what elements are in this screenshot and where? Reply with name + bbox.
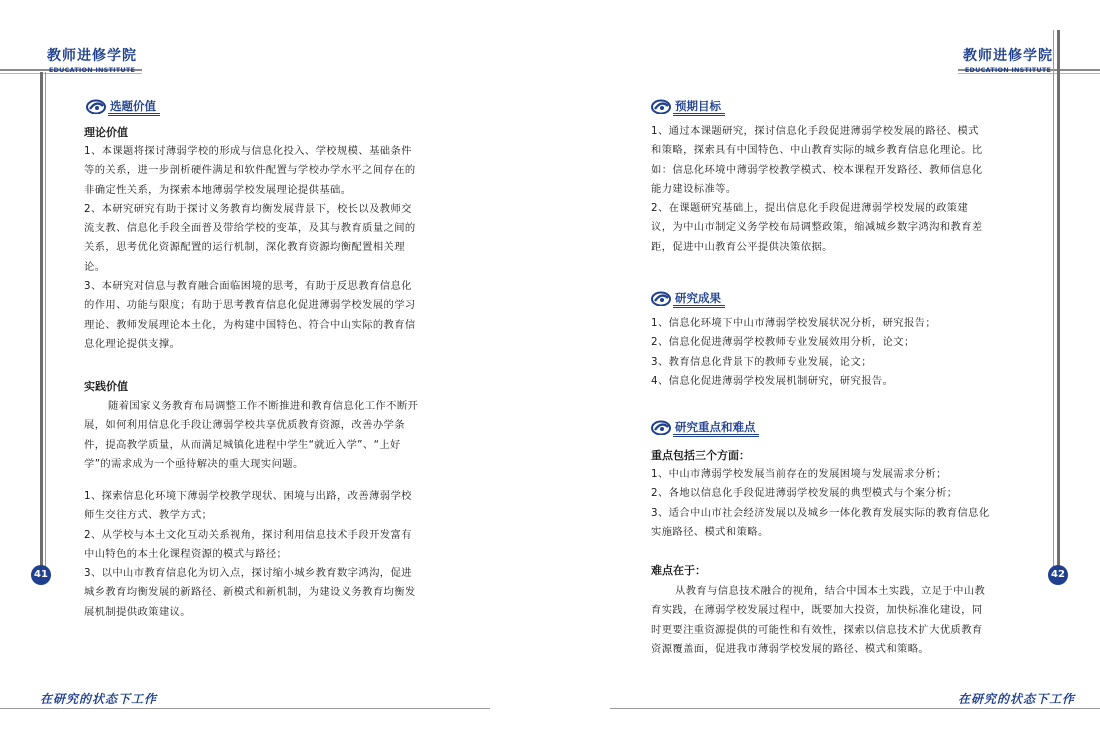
text-line: 2、各地以信息化手段促进薄弱学校发展的典型模式与个案分析； (651, 487, 958, 500)
theory-value-heading: 理论价值 (84, 126, 128, 139)
brand-name-en: EDUCATION INSTITUTE (48, 66, 136, 74)
text-line: 随着国家义务教育布局调整工作不断推进和教育信息化工作不断开 (108, 400, 419, 412)
swirl-icon (651, 290, 673, 306)
text-line: 1、中山市薄弱学校发展当前存在的发展困境与发展需求分析； (651, 468, 947, 480)
section-title: 研究成果 (675, 291, 721, 305)
text-line: 和策略，探索具有中国特色、中山教育实际的城乡教育信息化理论。比 (651, 144, 983, 157)
left-side-bar (40, 72, 43, 578)
right-side-bar-thin (1053, 30, 1054, 576)
text-line: 关系，思考优化资源配置的运行机制，深化教育资源均衡配置相关理 (84, 241, 405, 254)
practice-value-heading: 实践价值 (84, 380, 128, 393)
text-line: 1、通过本课题研究，探讨信息化手段促进薄弱学校发展的路径、模式 (651, 125, 979, 137)
title-underline (673, 115, 725, 116)
text-line: 2、从学校与本土文化互动关系视角，探讨利用信息技术手段开发富有 (84, 528, 412, 541)
text-line: 实施路径、模式和策略。 (651, 525, 769, 538)
text-line: 非确定性关系，为探索本地薄弱学校发展理论提供基础。 (84, 183, 352, 196)
title-underline (108, 115, 160, 116)
right-brand-logo (956, 45, 1060, 74)
practice-value-list (84, 487, 416, 622)
text-line: 资源覆盖面，促进我市薄弱学校发展的路径、模式和策略。 (651, 642, 930, 655)
text-line: 3、本研究对信息与教育融合面临困境的思考，有助于反思教育信息化 (84, 280, 412, 293)
text-line: 城乡教育均衡发展的新路径、新模式和新机制，为建设义务教育均衡发 (84, 586, 416, 599)
text-line: 展，如何利用信息化手段让薄弱学校共享优质教育资源，改善办学条 (84, 419, 405, 432)
text-line: 1、本课题将探讨薄弱学校的形成与信息化投入、学校规模、基础条件 (84, 145, 412, 157)
text-line: 理论、教师发展理论本土化，为构建中国特色、符合中山实际的教育信 (84, 318, 416, 331)
text-line: 能力建设标准等。 (651, 182, 737, 195)
text-line: 件，提高教学质量，从而满足城镇化进程中学生“就近入学”、“上好 (84, 438, 401, 451)
text-line: 议，为中山市制定义务学校布局调整政策，缩减城乡数字鸿沟和教育差 (651, 221, 983, 234)
brand-name-cn: 教师进修学院 (47, 48, 137, 64)
text-line: 2、本研究研究有助于探讨义务教育均衡发展背景下，校长以及教师交 (84, 202, 412, 215)
text-line: 3、教育信息化背景下的教师专业发展，论文； (651, 355, 872, 368)
text-line: 3、以中山市教育信息化为切入点，探讨缩小城乡教育数字鸿沟，促进 (84, 567, 412, 580)
text-line: 学”的需求成为一个亟待解决的重大现实问题。 (84, 457, 304, 470)
brand-name-en: EDUCATION INSTITUTE (964, 66, 1052, 74)
section-title: 选题价值 (110, 99, 156, 113)
text-line: 中山特色的本土化课程资源的模式与路径； (84, 547, 288, 560)
brand-name-cn: 教师进修学院 (963, 48, 1053, 64)
right-footer-rule (610, 708, 1100, 709)
text-line: 师生交往方式、教学方式； (84, 509, 213, 522)
theory-value-text (84, 142, 416, 354)
text-line: 从教育与信息技术融合的视角，结合中国本土实践，立足于中山教 (675, 585, 986, 597)
title-underline (673, 307, 725, 308)
swirl-icon (651, 419, 673, 435)
text-line: 展机制提供政策建议。 (84, 605, 191, 618)
text-line: 的作用、功能与限度；有助于思考教育信息化促进薄弱学校发展的学习 (84, 299, 416, 312)
text-line: 2、在课题研究基础上，提出信息化手段促进薄弱学校发展的政策建 (651, 202, 969, 215)
text-line: 论。 (84, 260, 106, 273)
text-line: 育实践，在薄弱学校发展过程中，既要加大投资，加快标准化建设，同 (651, 604, 983, 617)
text-line: 距，促进中山教育公平提供决策依据。 (651, 240, 833, 253)
text-line: 息化理论提供支撑。 (84, 337, 181, 350)
practice-value-intro (84, 397, 418, 474)
text-line: 3、适合中山市社会经济发展以及城乡一体化教育发展实际的教育信息化 (651, 506, 990, 519)
expected-goals-text (651, 122, 983, 257)
right-page-number: 42 (1048, 565, 1068, 585)
right-footer-slogan: 在研究的状态下工作 (958, 692, 1076, 706)
right-side-bar (1057, 30, 1060, 576)
difficulty-text (651, 582, 985, 659)
left-footer-slogan: 在研究的状态下工作 (40, 692, 158, 706)
title-underline (673, 113, 725, 114)
text-line: 2、信息化促进薄弱学校教师专业发展效用分析，论文； (651, 336, 915, 349)
text-line: 1、信息化环境下中山市薄弱学校发展状况分析，研究报告； (651, 317, 937, 329)
key-points-text (651, 465, 990, 542)
key-points-heading: 重点包括三个方面： (651, 449, 750, 462)
text-line: 时更要注重资源提供的可能性和有效性，探索以信息技术扩大优质教育 (651, 623, 983, 636)
text-line: 等的关系，进一步剖析硬件满足和软件配置与学校办学水平之间存在的 (84, 164, 416, 177)
section-title: 预期目标 (675, 99, 721, 113)
text-line: 如：信息化环境中薄弱学校教学模式、校本课程开发路径、教师信息化 (651, 163, 983, 176)
left-page-number: 41 (31, 565, 51, 585)
title-underline (673, 434, 759, 435)
swirl-icon (86, 98, 108, 114)
title-underline (673, 305, 725, 306)
swirl-icon (651, 98, 673, 114)
difficulty-heading: 难点在于： (651, 564, 706, 577)
text-line: 流支教、信息化手段全面普及带给学校的变革，及其与教育质量之间的 (84, 222, 416, 235)
section-title: 研究重点和难点 (675, 420, 756, 434)
text-line: 1、探索信息化环境下薄弱学校教学现状、困境与出路，改善薄弱学校 (84, 490, 412, 502)
title-underline (108, 113, 160, 114)
title-underline (673, 436, 759, 437)
left-brand-logo (40, 45, 144, 74)
text-line: 4、信息化促进薄弱学校发展机制研究，研究报告。 (651, 374, 894, 387)
left-side-bar-thin (45, 72, 46, 578)
research-results-text (651, 314, 936, 391)
left-footer-rule (0, 708, 490, 709)
